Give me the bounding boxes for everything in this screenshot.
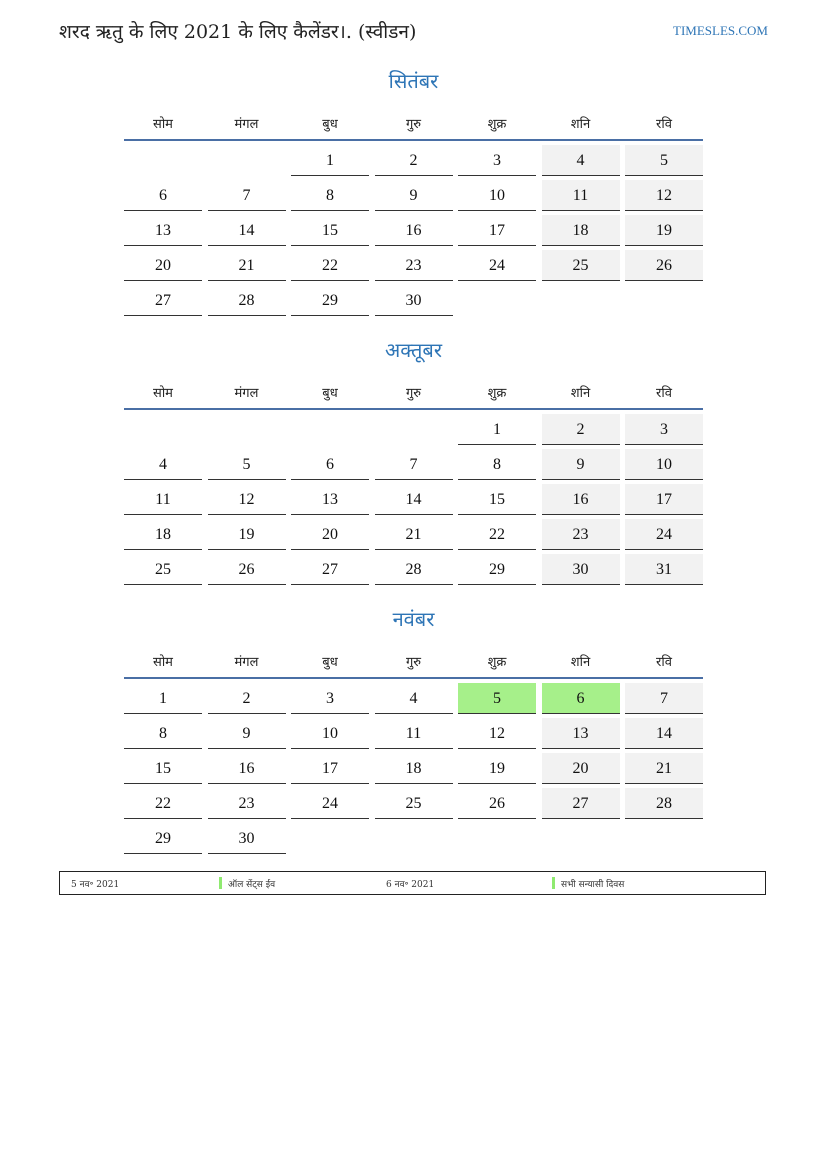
- holiday-day-cell: 5: [458, 683, 536, 714]
- day-cell: 21: [375, 519, 453, 550]
- day-cell: 27: [124, 285, 202, 316]
- empty-day-cell: [124, 145, 202, 176]
- weekend-day-cell: 7: [625, 683, 703, 714]
- day-cell: 21: [208, 250, 286, 281]
- weekend-day-cell: 30: [542, 554, 620, 585]
- weekday-label: बुध: [322, 116, 338, 132]
- holiday-legend: [59, 871, 766, 895]
- day-cell: 12: [208, 484, 286, 515]
- day-cell: 19: [208, 519, 286, 550]
- day-cell: 7: [375, 449, 453, 480]
- day-cell: 26: [208, 554, 286, 585]
- holiday-day-cell: 6: [542, 683, 620, 714]
- legend-holiday-name: ऑल सेंट्स ईव: [228, 879, 276, 890]
- weekday-label: शुक्र: [487, 654, 507, 670]
- weekend-day-cell: 17: [625, 484, 703, 515]
- day-cell: 1: [291, 145, 369, 176]
- empty-day-cell: [375, 414, 453, 445]
- day-cell: 4: [124, 449, 202, 480]
- day-cell: 9: [208, 718, 286, 749]
- day-cell: 8: [124, 718, 202, 749]
- day-cell: 8: [291, 180, 369, 211]
- weekend-day-cell: 27: [542, 788, 620, 819]
- day-cell: 20: [124, 250, 202, 281]
- weekend-day-cell: 23: [542, 519, 620, 550]
- day-cell: 27: [291, 554, 369, 585]
- weekend-day-cell: 19: [625, 215, 703, 246]
- weekday-label: रवि: [656, 385, 672, 401]
- day-cell: 2: [375, 145, 453, 176]
- weekday-label: मंगल: [234, 654, 259, 670]
- weekday-label: शनि: [570, 654, 591, 670]
- month-september: [124, 66, 703, 316]
- day-cell: 16: [208, 753, 286, 784]
- weekday-label: बुध: [322, 654, 338, 670]
- day-cell: 25: [375, 788, 453, 819]
- empty-day-cell: [208, 145, 286, 176]
- weekend-day-cell: 11: [542, 180, 620, 211]
- day-cell: 5: [208, 449, 286, 480]
- day-grid: [124, 683, 703, 854]
- day-cell: 11: [375, 718, 453, 749]
- day-cell: 8: [458, 449, 536, 480]
- weekday-label: गुरु: [405, 385, 422, 401]
- day-cell: 6: [291, 449, 369, 480]
- day-cell: 17: [291, 753, 369, 784]
- day-cell: 26: [458, 788, 536, 819]
- weekday-label: गुरु: [405, 116, 422, 132]
- weekday-label: सोम: [153, 116, 173, 132]
- weekday-label: रवि: [656, 654, 672, 670]
- day-cell: 3: [458, 145, 536, 176]
- day-cell: 30: [375, 285, 453, 316]
- weekday-label: शुक्र: [487, 116, 507, 132]
- day-cell: 12: [458, 718, 536, 749]
- weekday-label: बुध: [322, 385, 338, 401]
- day-cell: 6: [124, 180, 202, 211]
- weekday-header-row: [124, 644, 703, 679]
- day-cell: 22: [124, 788, 202, 819]
- day-cell: 25: [124, 554, 202, 585]
- weekend-day-cell: 4: [542, 145, 620, 176]
- day-cell: 23: [208, 788, 286, 819]
- day-cell: 1: [458, 414, 536, 445]
- day-cell: 18: [124, 519, 202, 550]
- weekday-label: सोम: [153, 654, 173, 670]
- weekend-day-cell: 12: [625, 180, 703, 211]
- day-cell: 14: [208, 215, 286, 246]
- day-cell: 29: [124, 823, 202, 854]
- weekend-day-cell: 28: [625, 788, 703, 819]
- weekday-header-row: [124, 106, 703, 141]
- legend-holiday-name: सभी सन्यासी दिवस: [561, 879, 625, 890]
- weekday-label: शनि: [570, 385, 591, 401]
- day-cell: 14: [375, 484, 453, 515]
- empty-day-cell: [208, 414, 286, 445]
- month-title: सितंबर: [388, 69, 439, 93]
- day-cell: 2: [208, 683, 286, 714]
- weekend-day-cell: 2: [542, 414, 620, 445]
- day-cell: 30: [208, 823, 286, 854]
- month-title: अक्तूबर: [385, 338, 442, 362]
- day-cell: 23: [375, 250, 453, 281]
- weekday-label: मंगल: [234, 116, 259, 132]
- weekday-label: गुरु: [405, 654, 422, 670]
- weekend-day-cell: 26: [625, 250, 703, 281]
- holiday-marker: [552, 877, 555, 889]
- weekend-day-cell: 25: [542, 250, 620, 281]
- empty-day-cell: [291, 414, 369, 445]
- day-cell: 29: [458, 554, 536, 585]
- weekend-day-cell: 18: [542, 215, 620, 246]
- weekday-label: शनि: [570, 116, 591, 132]
- weekend-day-cell: 3: [625, 414, 703, 445]
- day-cell: 4: [375, 683, 453, 714]
- legend-date: 5 नव॰ 2021: [71, 879, 120, 890]
- page-title: शरद ऋतु के लिए 2021 के लिए कैलेंडर।. (स्वीडन): [59, 21, 417, 43]
- day-cell: 20: [291, 519, 369, 550]
- legend-date: 6 नव॰ 2021: [386, 879, 435, 890]
- day-cell: 3: [291, 683, 369, 714]
- day-grid: [124, 145, 703, 316]
- day-cell: 16: [375, 215, 453, 246]
- day-cell: 15: [291, 215, 369, 246]
- weekday-label: सोम: [153, 385, 173, 401]
- weekday-label: रवि: [656, 116, 672, 132]
- day-cell: 10: [458, 180, 536, 211]
- weekday-label: शुक्र: [487, 385, 507, 401]
- day-cell: 9: [375, 180, 453, 211]
- site-link[interactable]: TIMESLES.COM: [673, 23, 768, 38]
- day-cell: 24: [458, 250, 536, 281]
- month-title: नवंबर: [392, 607, 435, 631]
- day-cell: 22: [291, 250, 369, 281]
- weekend-day-cell: 24: [625, 519, 703, 550]
- day-cell: 7: [208, 180, 286, 211]
- weekend-day-cell: 16: [542, 484, 620, 515]
- legend-item: [71, 877, 119, 890]
- day-cell: 29: [291, 285, 369, 316]
- weekend-day-cell: 5: [625, 145, 703, 176]
- day-cell: 1: [124, 683, 202, 714]
- day-cell: 11: [124, 484, 202, 515]
- weekend-day-cell: 10: [625, 449, 703, 480]
- day-cell: 28: [375, 554, 453, 585]
- weekend-day-cell: 31: [625, 554, 703, 585]
- day-cell: 18: [375, 753, 453, 784]
- day-cell: 15: [124, 753, 202, 784]
- day-cell: 19: [458, 753, 536, 784]
- day-cell: 22: [458, 519, 536, 550]
- holiday-marker: [219, 877, 222, 889]
- weekend-day-cell: 14: [625, 718, 703, 749]
- day-cell: 28: [208, 285, 286, 316]
- day-cell: 13: [124, 215, 202, 246]
- month-november: [124, 604, 703, 854]
- day-cell: 17: [458, 215, 536, 246]
- day-cell: 13: [291, 484, 369, 515]
- weekend-day-cell: 9: [542, 449, 620, 480]
- legend-item: [386, 877, 434, 890]
- day-cell: 24: [291, 788, 369, 819]
- legend-item: [219, 877, 275, 890]
- weekday-label: मंगल: [234, 385, 259, 401]
- weekend-day-cell: 20: [542, 753, 620, 784]
- day-cell: 15: [458, 484, 536, 515]
- weekday-header-row: [124, 375, 703, 410]
- day-grid: [124, 414, 703, 585]
- empty-day-cell: [124, 414, 202, 445]
- month-october: [124, 335, 703, 585]
- legend-item: [552, 877, 624, 890]
- weekend-day-cell: 13: [542, 718, 620, 749]
- weekend-day-cell: 21: [625, 753, 703, 784]
- day-cell: 10: [291, 718, 369, 749]
